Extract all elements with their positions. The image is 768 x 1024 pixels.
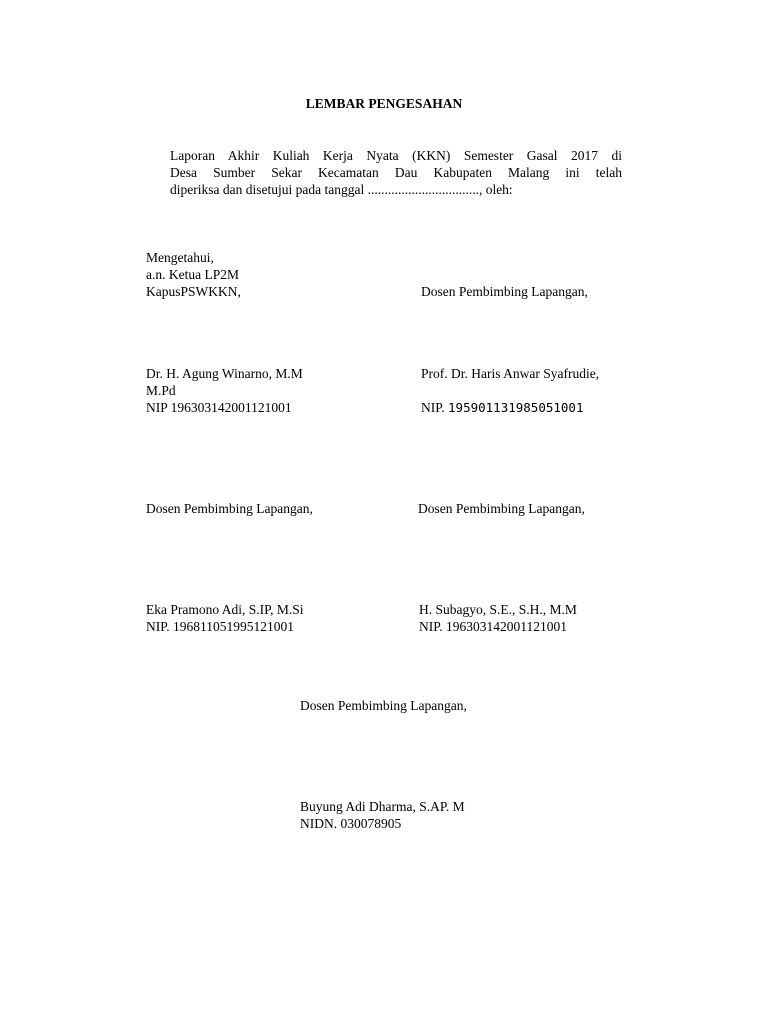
signatory-name-4: H. Subagyo, S.E., S.H., M.M [419, 602, 577, 617]
supervisor-role-4: Dosen Pembimbing Lapangan, [300, 698, 467, 713]
nip-prefix: NIP. [421, 400, 445, 415]
signatory-nidn-5: NIDN. 030078905 [300, 816, 402, 831]
approval-paragraph [170, 147, 622, 198]
page-title: LEMBAR PENGESAHAN [305, 96, 463, 111]
signatory-name-2: Prof. Dr. Haris Anwar Syafrudie, [421, 366, 600, 381]
signatory-name-1-degree: M.Pd [146, 383, 176, 398]
signatory-nip-3: NIP. 196811051995121001 [146, 619, 295, 634]
acknowledgement-label: Mengetahui, [146, 250, 214, 265]
nip-number: 195901131985051001 [448, 400, 584, 415]
signatory-name-1: Dr. H. Agung Winarno, M.M [146, 366, 303, 381]
paragraph-line-2: Desa Sumber Sekar Kecamatan Dau Kabupaten Malang ini telah [170, 165, 622, 180]
paragraph-line-3: diperiksa dan disetujui pada tanggal ................................., oleh: [170, 182, 513, 197]
supervisor-role-1: Dosen Pembimbing Lapangan, [421, 284, 588, 299]
signatory-name-3: Eka Pramono Adi, S.IP, M.Si [146, 602, 304, 617]
paragraph-line-1: Laporan Akhir Kuliah Kerja Nyata (KKN) Semester Gasal 2017 di [170, 148, 622, 163]
signatory-nip-4: NIP. 196303142001121001 [419, 619, 568, 634]
supervisor-role-2: Dosen Pembimbing Lapangan, [146, 501, 313, 516]
signatory-nip-1: NIP 196303142001121001 [146, 400, 292, 415]
supervisor-role-3: Dosen Pembimbing Lapangan, [418, 501, 585, 516]
signatory-nip-2 [421, 399, 583, 416]
signatory-name-5: Buyung Adi Dharma, S.AP. M [300, 799, 465, 814]
on-behalf-label: a.n. Ketua LP2M [146, 267, 239, 282]
kapus-label: KapusPSWKKN, [146, 284, 241, 299]
